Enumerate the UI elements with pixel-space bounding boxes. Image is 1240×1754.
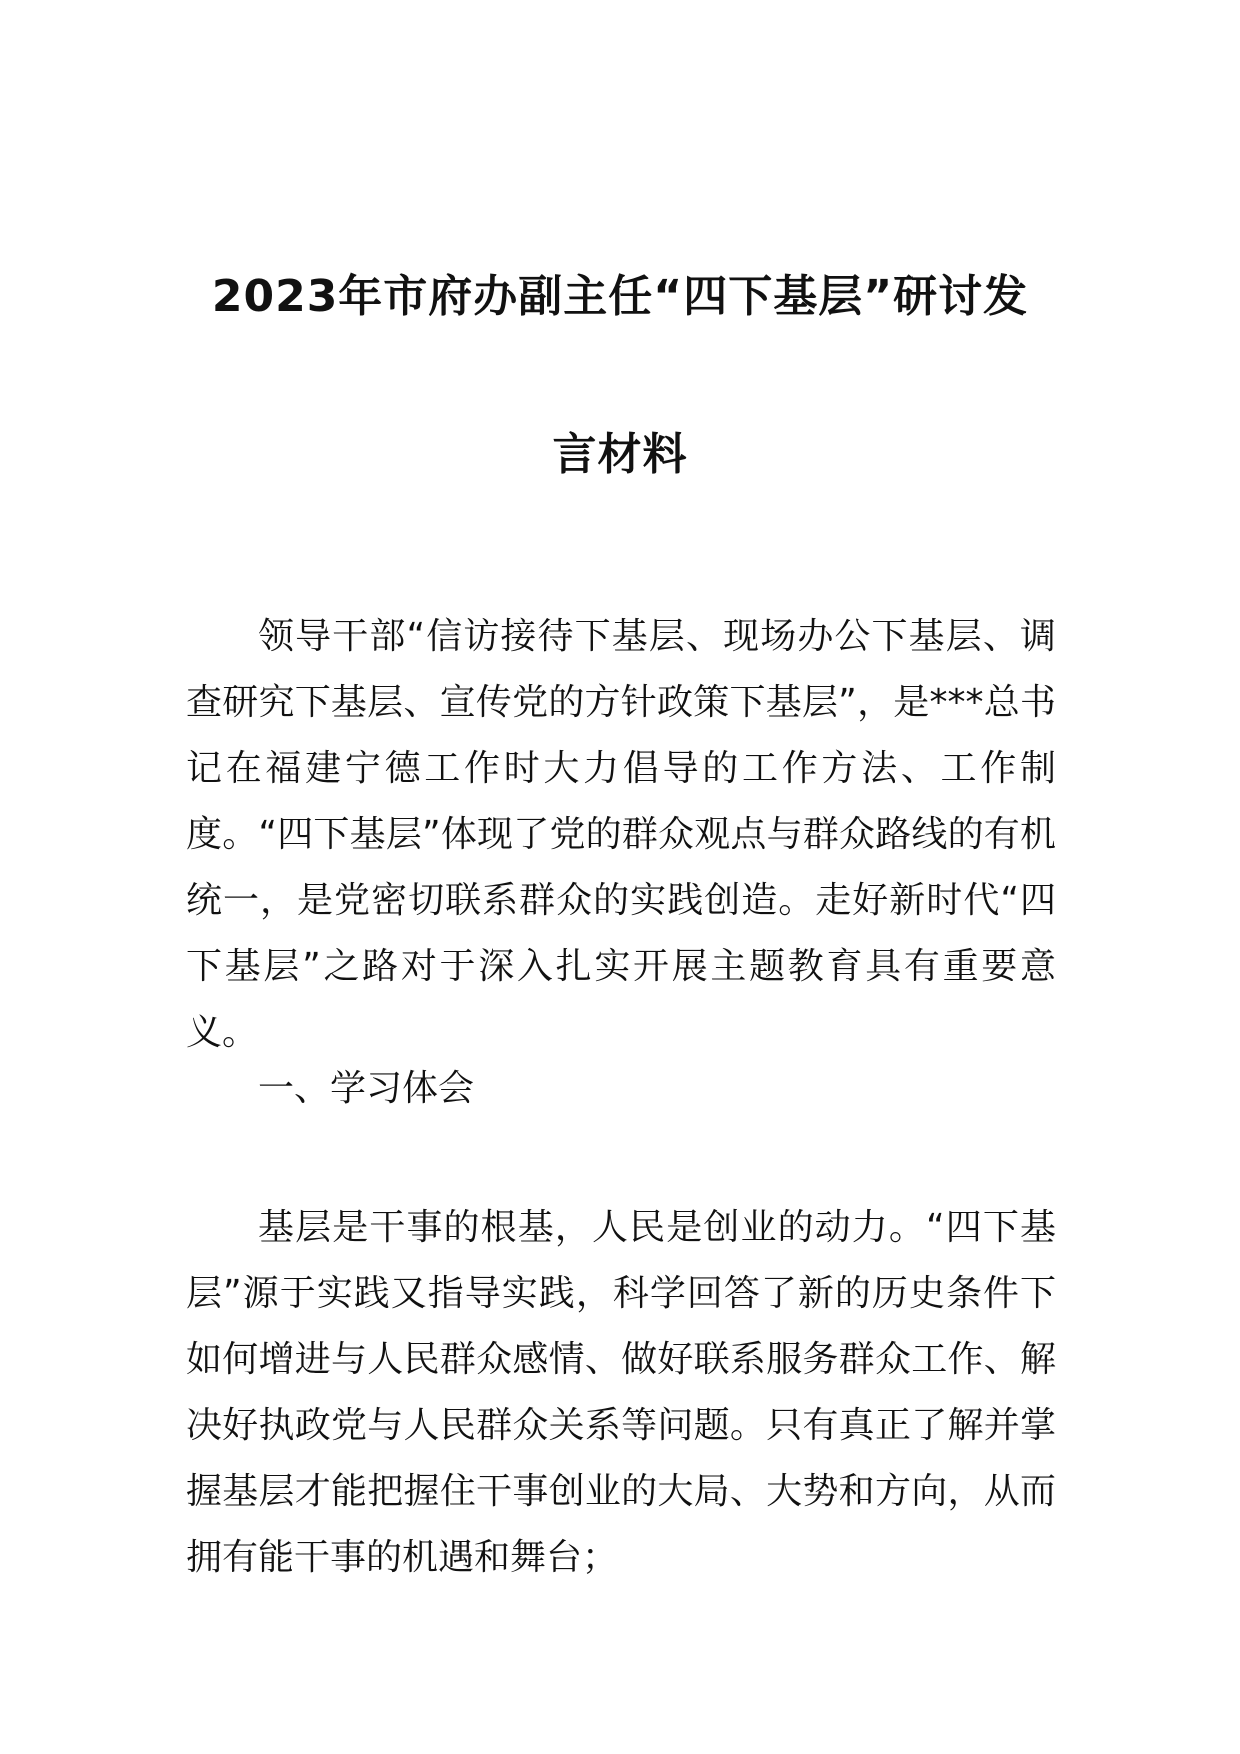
document-title-line-1: 2023年市府办副主任“四下基层”研讨发 (211, 271, 1029, 322)
intro-paragraph: 领导干部“信访接待下基层、现场办公下基层、调查研究下基层、宣传党的方针政策下基层”，是***总书记在福建宁德工作时大力倡导的工作方法、工作制度。“四下基层”体现了党的群众观点与群众路线的有机统一，是党密切联系群众的实践创造。走好新时代“四下基层”之路对于深入扎实开展主题教育具有重要意义。 (186, 616, 1056, 1053)
section-paragraph: 基层是干事的根基，人民是创业的动力。“四下基层”源于实践又指导实践，科学回答了新的历史条件下如何增进与人民群众感情、做好联系服务群众工作、解决好执政党与人民群众关系等问题。只有真正了解并掌握基层才能把握住干事创业的大局、大势和方向，从而拥有能干事的机遇和舞台； (186, 1207, 1056, 1578)
section-heading: 一、学习体会 (258, 1068, 475, 1109)
document-title-line-2: 言材料 (552, 429, 688, 480)
